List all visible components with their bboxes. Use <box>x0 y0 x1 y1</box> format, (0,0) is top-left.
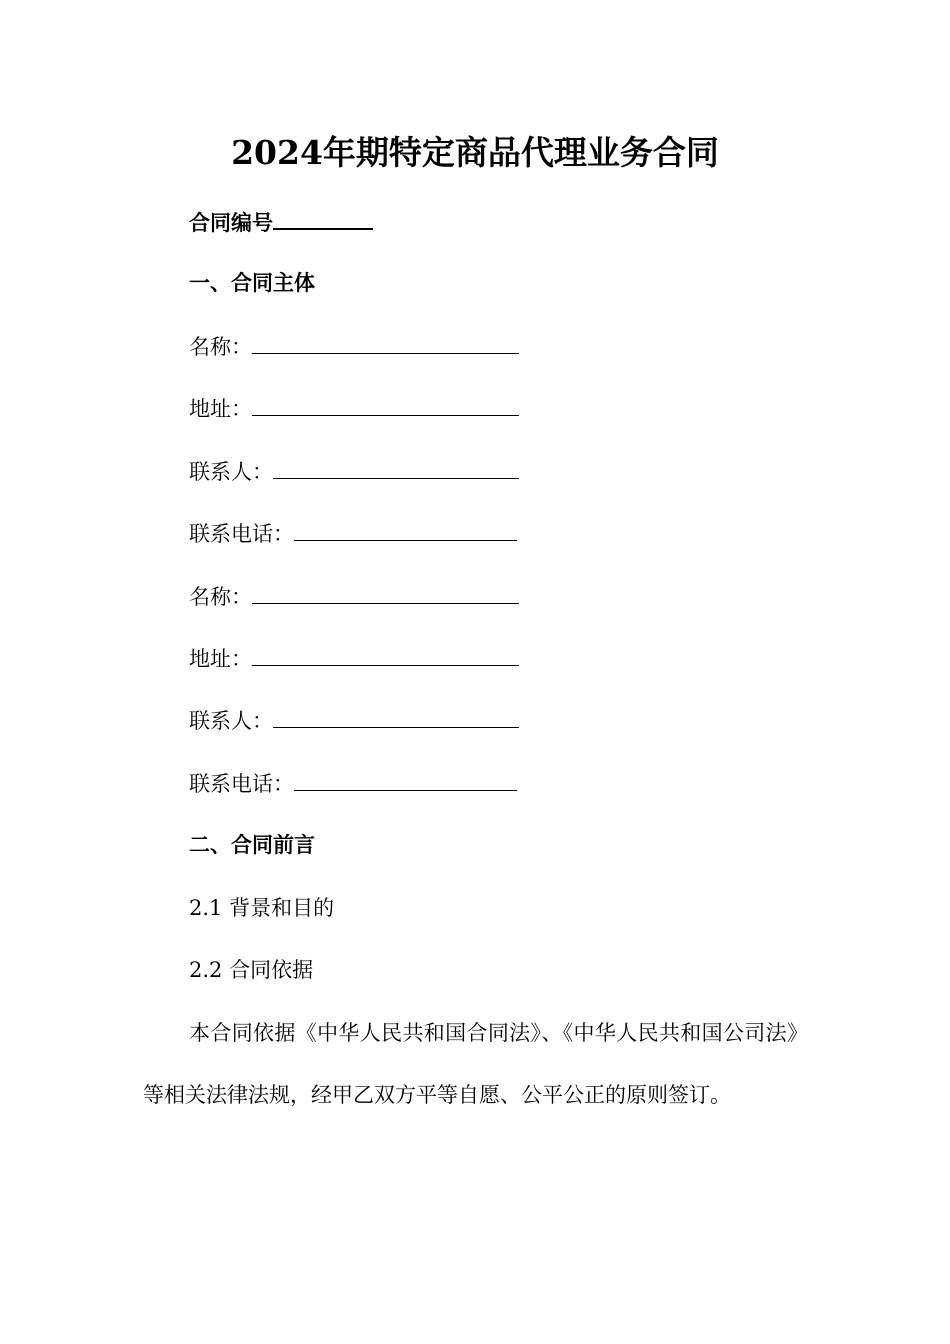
party-a-contact-line <box>189 456 519 487</box>
party-b-phone-line <box>189 768 517 799</box>
party-b-contact-label: 联系人： <box>189 709 273 733</box>
basis-paragraph: 本合同依据《中华人民共和国合同法》、《中华人民共和国公司法》等相关法律法规，经甲乙双方平等自愿、公平公正的原则签订。 <box>143 1021 808 1107</box>
party-b-name-line <box>189 581 519 612</box>
party-b-phone-blank <box>294 768 517 791</box>
party-a-phone-line <box>189 518 517 549</box>
party-a-phone-blank <box>294 518 517 541</box>
party-b-contact-blank <box>273 705 519 728</box>
party-b-phone-label: 联系电话： <box>189 772 294 796</box>
contract-number-label: 合同编号 <box>189 210 273 235</box>
party-a-address-line <box>189 393 519 424</box>
party-a-contact-label: 联系人： <box>189 460 273 484</box>
party-a-name-blank <box>252 331 519 354</box>
party-a-address-label: 地址： <box>189 397 252 421</box>
contract-number-line <box>189 206 373 238</box>
party-b-contact-line <box>189 705 519 736</box>
party-b-address-blank <box>252 643 519 666</box>
document-title: 2024年期特定商品代理业务合同 <box>231 133 719 172</box>
section2-item-2: 2.2 合同依据 <box>189 958 314 982</box>
party-a-phone-label: 联系电话： <box>189 522 294 546</box>
party-b-name-blank <box>252 581 519 604</box>
party-a-name-line <box>189 331 519 362</box>
section1-heading: 一、合同主体 <box>189 270 315 295</box>
contract-number-blank <box>273 206 373 230</box>
party-a-name-label: 名称： <box>189 335 252 359</box>
party-a-address-blank <box>252 393 519 416</box>
party-a-contact-blank <box>273 456 519 479</box>
party-b-address-line <box>189 643 519 674</box>
section2-item-1: 2.1 背景和目的 <box>189 896 335 920</box>
party-b-address-label: 地址： <box>189 647 252 671</box>
section2-heading: 二、合同前言 <box>189 832 315 857</box>
party-b-name-label: 名称： <box>189 585 252 609</box>
